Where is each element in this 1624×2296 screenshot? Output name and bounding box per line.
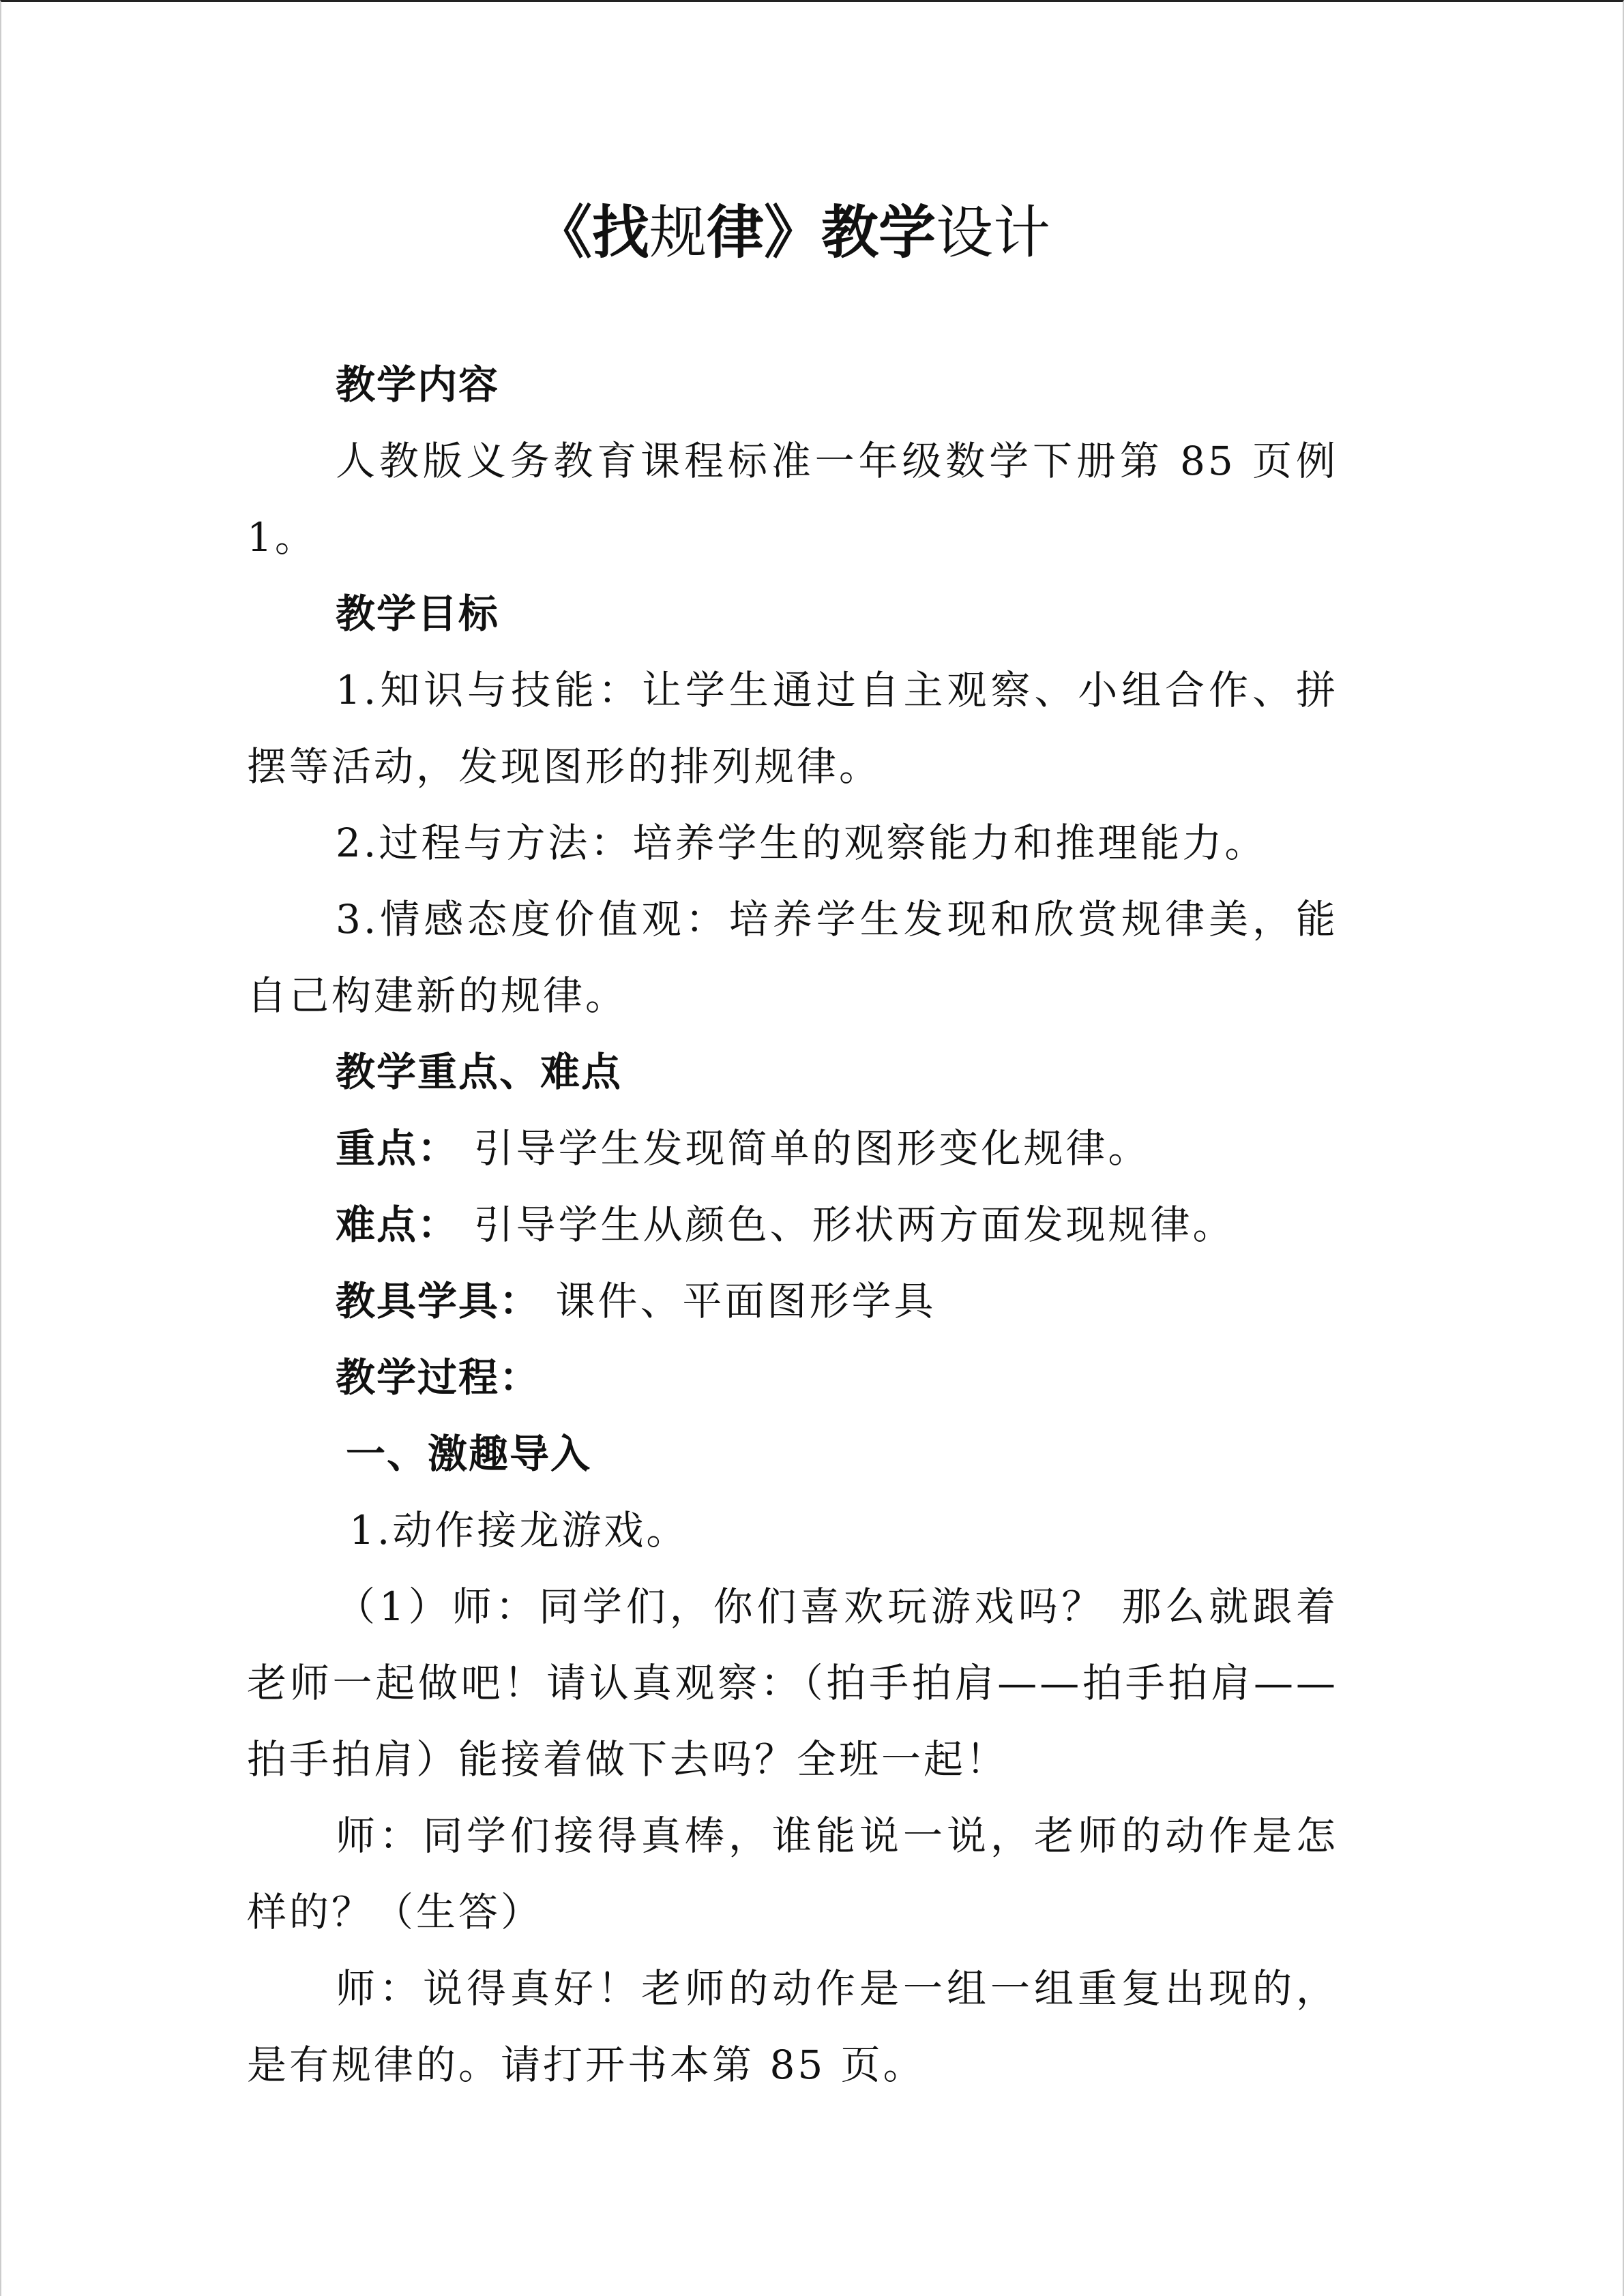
heading-step-1: 一、激趣导入 — [346, 1431, 592, 1477]
tools-text: 课件、平面图形学具 — [540, 1278, 936, 1324]
difficult-point-label: 难点： — [336, 1202, 459, 1248]
key-point-text: 引导学生发现简单的图形变化规律。 — [458, 1125, 1151, 1172]
difficult-point-text: 引导学生从颜色、形状两方面发现规律。 — [458, 1202, 1235, 1248]
paragraph-step1-p3: 师：说得真好！老师的动作是一组一组重复出现的，是有规律的。请打开书本第 85 页。 — [247, 1965, 1338, 2088]
document-title — [247, 192, 1338, 273]
key-point-label: 重点： — [336, 1125, 459, 1172]
paragraph-difficult-point — [247, 1187, 1338, 1263]
title-part-2: 规 — [649, 199, 707, 266]
paragraph-step1-item: 1.动作接龙游戏。 — [349, 1507, 689, 1553]
heading-teaching-process: 教学过程： — [336, 1354, 541, 1401]
heading-teaching-content: 教学内容 — [336, 361, 500, 408]
title-part-4: 设计 — [936, 199, 1051, 266]
paragraph-step1-p2: 师：同学们接得真棒，谁能说一说，老师的动作是怎样的？（生答） — [247, 1813, 1338, 1935]
paragraph-goal-3: 3.情感态度价值观：培养学生发现和欣赏规律美，能自己构建新的规律。 — [247, 896, 1338, 1019]
tools-label: 教具学具： — [336, 1278, 541, 1324]
paragraph-tools — [247, 1263, 1338, 1339]
title-part-3: 律》教学 — [707, 198, 936, 266]
paragraph-goal-2: 2.过程与方法：培养学生的观察能力和推理能力。 — [336, 820, 1267, 866]
paragraph-key-point — [247, 1110, 1338, 1187]
title-part-1: 《找 — [534, 198, 649, 266]
heading-key-points: 教学重点、难点 — [336, 1049, 623, 1095]
heading-teaching-goals: 教学目标 — [336, 591, 500, 637]
paragraph-teaching-content: 人教版义务教育课程标准一年级数学下册第 85 页例1。 — [247, 438, 1338, 561]
document-body — [247, 346, 1338, 2103]
paragraph-goal-1: 1.知识与技能：让学生通过自主观察、小组合作、拼摆等活动，发现图形的排列规律。 — [247, 667, 1338, 790]
paragraph-step1-p1: （1）师：同学们，你们喜欢玩游戏吗？ 那么就跟着老师一起做吧！请认真观察：（拍手拍肩——拍手拍肩——拍手拍肩）能接着做下去吗？全班一起！ — [247, 1583, 1338, 1783]
